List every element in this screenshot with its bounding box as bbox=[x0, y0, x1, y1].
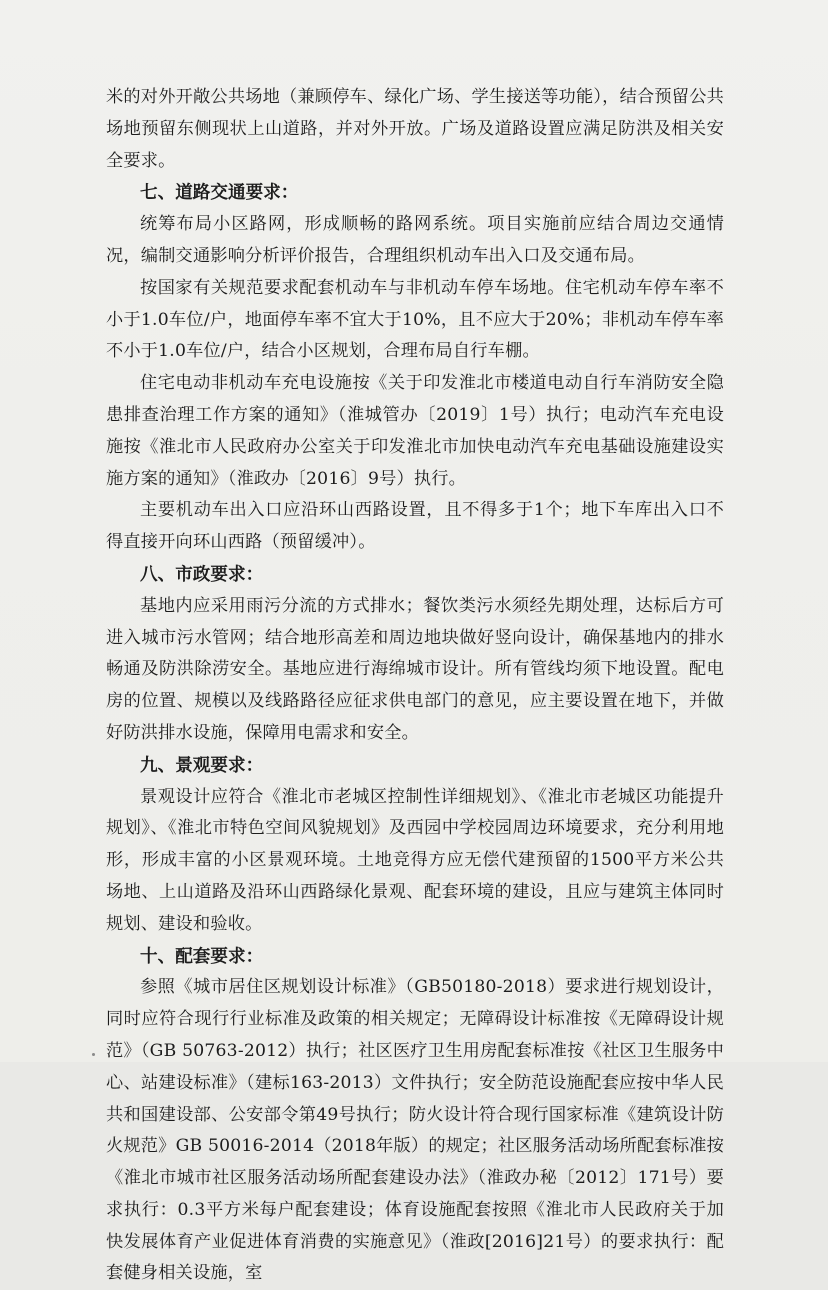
section-heading: 七、道路交通要求： bbox=[140, 182, 299, 204]
section-heading: 八、市政要求： bbox=[140, 563, 264, 585]
scan-speck bbox=[92, 1053, 95, 1056]
paragraph: 住宅电动非机动车充电设施按《关于印发淮北市楼道电动自行车消防安全隐患排查治理工作方案的通知》（淮城管办〔2019〕1号）执行；电动汽车充电设施按《淮北市人民政府办公室关于印发淮北市加快电动汽车充电基础设施建设实施方案的通知》（淮政办〔2016〕9号）执行。 bbox=[106, 373, 724, 489]
paragraph: 米的对外开敞公共场地（兼顾停车、绿化广场、学生接送等功能），结合预留公共场地预留东侧现状上山道路，并对外开放。广场及道路设置应满足防洪及相关安全要求。 bbox=[106, 87, 724, 171]
paragraph: 按国家有关规范要求配套机动车与非机动车停车场地。住宅机动车停车率不小于1.0车位/户，地面停车率不宜大于10%，且不应大于20%；非机动车停车率不小于1.0车位/户，结合小区规划，合理布局自行车棚。 bbox=[106, 277, 724, 362]
section-heading: 九、景观要求： bbox=[140, 754, 264, 776]
document-body bbox=[106, 82, 724, 1290]
paragraph: 基地内应采用雨污分流的方式排水；餐饮类污水须经先期处理，达标后方可进入城市污水管网；结合地形高差和周边地块做好竖向设计，确保基地内的排水畅通及防洪除涝安全。基地应进行海绵城市设计。所有管线均须下地设置。配电房的位置、规模以及线路路径应征求供电部门的意见，应主要设置在地下，并做好防洪排水设施，保障用电需求和安全。 bbox=[106, 595, 724, 743]
paragraph: 参照《城市居住区规划设计标准》（GB50180-2018）要求进行规划设计，同时应符合现行行业标准及政策的相关规定；无障碍设计标准按《无障碍设计规范》（GB 50763-2012）执行；社区医疗卫生用房配套标准按《社区卫生服务中心、站建设标准》（建标163-2013）文件执行；安全防范设施配套应按中华人民共和国建设部、公安部令第49号执行；防火设计符合现行国家标准《建筑设计防火规范》GB 50016-2014（2018年版）的规定；社区服务活动场所配套标准按《淮北市城市社区服务活动场所配套建设办法》（淮政办秘〔2012〕171号）要求执行：0.3平方米每户配套建设；体育设施配套按照《淮北市人民政府关于加快发展体育产业促进体育消费的实施意见》（淮政[2016]21号）的要求执行：配套健身相关设施，室 bbox=[106, 977, 724, 1284]
paragraph: 主要机动车出入口应沿环山西路设置，且不得多于1个；地下车库出入口不得直接开向环山西路（预留缓冲）。 bbox=[106, 500, 724, 553]
section-heading: 十、配套要求： bbox=[140, 945, 264, 967]
paragraph: 统筹布局小区路网，形成顺畅的路网系统。项目实施前应结合周边交通情况，编制交通影响分析评价报告，合理组织机动车出入口及交通布局。 bbox=[106, 214, 724, 266]
paragraph: 景观设计应符合《淮北市老城区控制性详细规划》、《淮北市老城区功能提升规划》、《淮北市特色空间风貌规划》及西园中学校园周边环境要求，充分利用地形，形成丰富的小区景观环境。土地竞得方应无偿代建预留的1500平方米公共场地、上山道路及沿环山西路绿化景观、配套环境的建设，且应与建筑主体同时规划、建设和验收。 bbox=[106, 786, 724, 934]
